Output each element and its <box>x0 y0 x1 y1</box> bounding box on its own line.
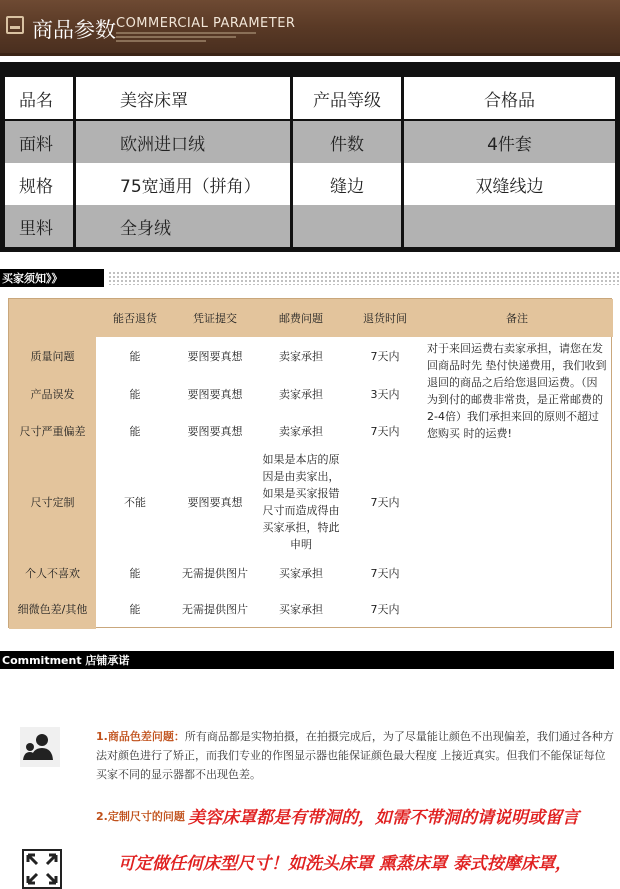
row-issue: 产品误发 <box>30 388 75 401</box>
param-label: 面料 <box>5 121 73 163</box>
param-label: 里料 <box>5 205 73 247</box>
param-value: 全身绒 <box>76 205 290 247</box>
dotted-divider <box>108 271 620 285</box>
param-row <box>5 77 615 119</box>
cell-returnable: 能 <box>129 425 141 438</box>
cell-proof: 要图要真想 <box>187 350 243 363</box>
cell-proof: 要图要真想 <box>187 425 243 438</box>
red-notice-2: 可定做任何床型尺寸！如洗头床罩 熏蒸床罩 泰式按摩床罩， <box>118 854 572 874</box>
banner-title-cn: 商品参数 <box>32 18 116 42</box>
buyer-table <box>8 298 612 628</box>
row-issue: 个人不喜欢 <box>25 567 80 580</box>
row-issue: 尺寸严重偏差 <box>19 425 86 438</box>
column-header: 备注 <box>506 312 528 325</box>
column-header: 凭证提交 <box>193 312 237 325</box>
buyer-notice-title: 买家须知》》 <box>2 272 63 285</box>
cell-proof: 要图要真想 <box>187 388 243 401</box>
item-2-lead: 2.定制尺寸的问题 <box>96 810 185 823</box>
commitment-title: Commitment 店铺承诺 <box>2 654 130 667</box>
cell-days: 7天内 <box>370 567 400 580</box>
banner-decoration <box>116 32 266 42</box>
cell-returnable: 不能 <box>124 496 146 509</box>
param-row <box>5 121 615 163</box>
expand-arrows-icon <box>22 849 62 889</box>
row-issue: 尺寸定制 <box>30 496 75 509</box>
param-label <box>293 205 401 247</box>
red-notice-1: 美容床罩都是有带洞的，如需不带洞的请说明或留言 <box>188 808 579 828</box>
param-label: 品名 <box>5 77 73 119</box>
param-label: 规格 <box>5 163 73 205</box>
cell-returnable: 能 <box>129 603 141 616</box>
param-value: 合格品 <box>404 77 615 119</box>
column-header: 能否退货 <box>113 312 157 325</box>
cell-returnable: 能 <box>129 350 141 363</box>
cell-proof: 无需提供图片 <box>182 567 248 580</box>
cell-proof: 要图要真想 <box>187 496 243 509</box>
header-banner <box>0 0 620 56</box>
cell-postage: 卖家承担 <box>279 425 323 438</box>
cell-proof: 无需提供图片 <box>182 603 248 616</box>
param-label: 产品等级 <box>293 77 401 119</box>
cell-days: 7天内 <box>370 603 400 616</box>
param-label: 缝边 <box>293 163 401 205</box>
param-value: 美容床罩 <box>76 77 290 119</box>
cell-days: 7天内 <box>370 496 400 509</box>
cell-postage: 如果是本店的原因是由卖家出，如果是买家报错尺寸而造成得由买家承担，特此申明 <box>262 453 340 551</box>
cell-returnable: 能 <box>129 567 141 580</box>
row-issue: 细微色差/其他 <box>17 603 88 616</box>
item-1-lead: 1.商品色差问题： <box>96 730 185 743</box>
remarks-text: 对于来回运费右卖家承担，请您在发回商品时先 垫付快递费用，我们收到退回的商品之后给您退回运费。（因为到付的邮费非常贵，是正常邮费的2-4倍）我们承担来回的原则不超过您购买 时的运费! <box>427 342 607 440</box>
param-row <box>5 205 615 247</box>
cell-days: 7天内 <box>370 350 400 363</box>
cell-postage: 买家承担 <box>279 603 323 616</box>
cell-postage: 卖家承担 <box>279 388 323 401</box>
param-label: 件数 <box>293 121 401 163</box>
param-value: 双缝线边 <box>404 163 615 205</box>
column-header: 邮费问题 <box>279 312 323 325</box>
shop-logo-icon <box>6 16 24 34</box>
column-header: 退货时间 <box>363 312 407 325</box>
buyer-notice-bar <box>0 269 104 287</box>
param-value <box>404 205 615 247</box>
param-value: 75宽通用（拼角） <box>76 163 290 205</box>
people-icon <box>20 727 60 767</box>
item-1-text: 所有商品都是实物拍摄，在拍摄完成后，为了尽量能让颜色不出现偏差，我们通过各种方法对颜色进行了矫正，而我们专业的作图显示器也能保证颜色最大程度 上接近真实。但我们不能保证每位买家不同的显示器都不出现色差。 <box>96 730 614 781</box>
cell-days: 3天内 <box>370 388 400 401</box>
param-value: 欧洲进口绒 <box>76 121 290 163</box>
cell-days: 7天内 <box>370 425 400 438</box>
cell-postage: 买家承担 <box>279 567 323 580</box>
banner-title-en: COMMERCIAL PARAMETER <box>116 16 296 31</box>
cell-returnable: 能 <box>129 388 141 401</box>
cell-postage: 卖家承担 <box>279 350 323 363</box>
commitment-bar <box>0 651 614 669</box>
param-row <box>5 163 615 205</box>
row-issue: 质量问题 <box>30 350 75 363</box>
param-table <box>0 62 620 252</box>
commitment-item-1 <box>96 727 616 784</box>
param-value: 4件套 <box>404 121 615 163</box>
